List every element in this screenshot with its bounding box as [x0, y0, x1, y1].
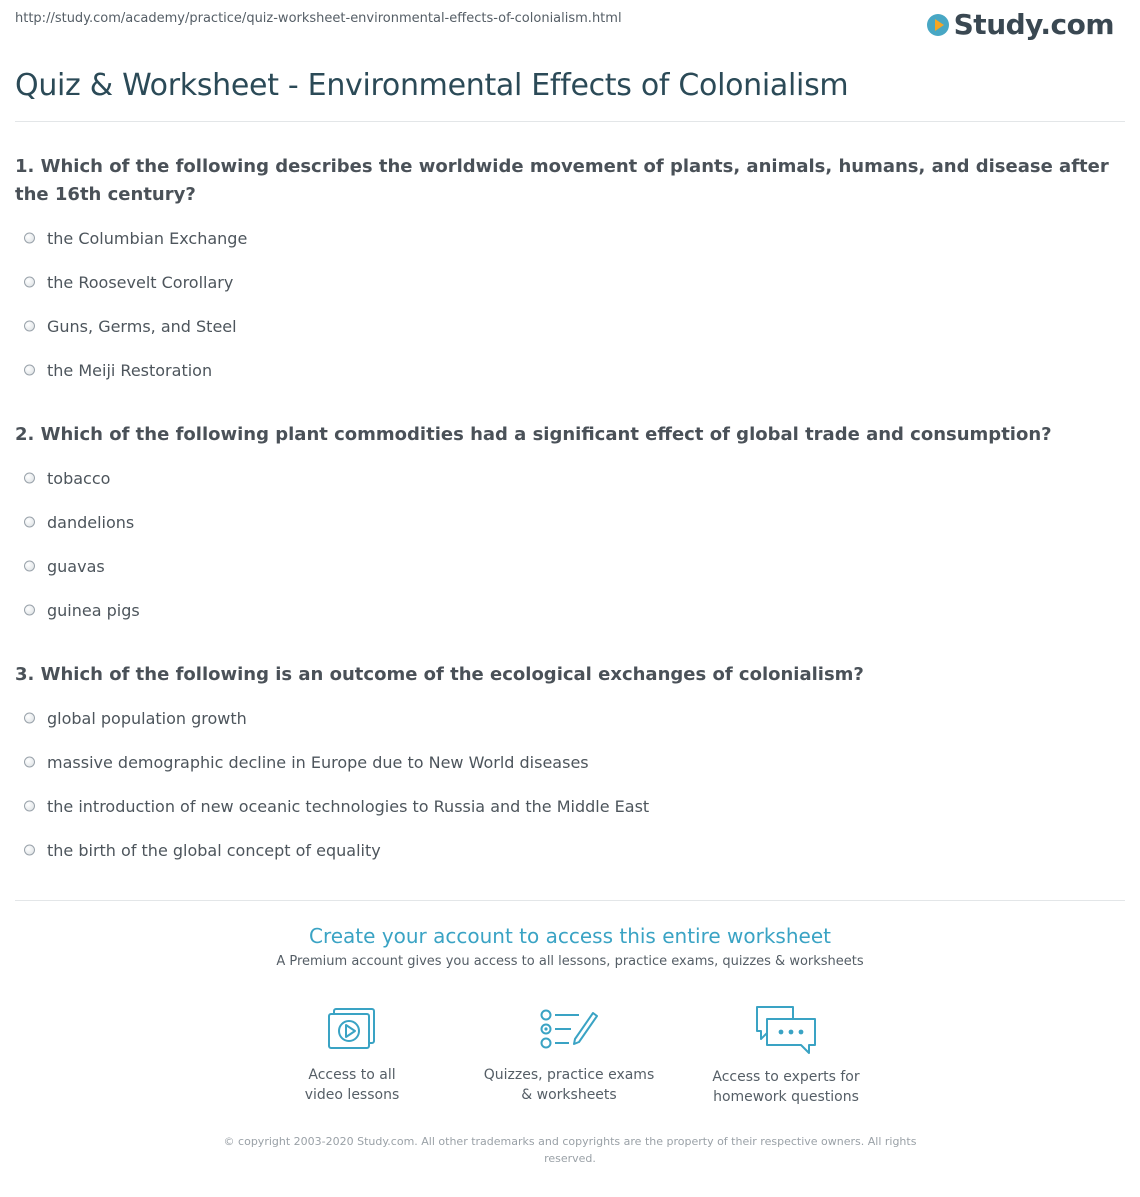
cta-subtitle: A Premium account gives you access to all lessons, practice exams, quizzes & worksheets — [276, 954, 864, 969]
answer-option[interactable] — [15, 456, 1115, 500]
answer-option[interactable] — [15, 500, 1115, 544]
answer-option[interactable] — [15, 696, 1115, 740]
answer-label: the Columbian Exchange — [47, 228, 248, 248]
answer-option[interactable] — [15, 828, 1115, 872]
answer-options — [15, 216, 1115, 392]
page-url: http://study.com/academy/practice/quiz-worksheet-environmental-effects-of-colonialism.html — [15, 11, 622, 26]
feature-label-line: homework questions — [713, 1089, 859, 1105]
copyright-notice: © copyright 2003-2020 Study.com. All other trademarks and copyrights are the property of their respective owners. All rights reserved. — [223, 1135, 917, 1165]
question-1 — [15, 153, 1115, 392]
title-divider — [15, 121, 1125, 122]
answer-option[interactable] — [15, 544, 1115, 588]
logo-text: Study.com — [953, 8, 1114, 41]
answer-options — [15, 696, 1115, 872]
answer-label: dandelions — [47, 512, 135, 532]
feature-video-lessons — [252, 1005, 452, 1105]
answer-option[interactable] — [15, 216, 1115, 260]
feature-label-line: video lessons — [304, 1087, 400, 1103]
feature-label-line: Quizzes, practice exams — [483, 1067, 655, 1083]
feature-label-line: & worksheets — [521, 1087, 617, 1103]
answer-label: global population growth — [47, 708, 247, 728]
feature-experts — [686, 1005, 886, 1107]
answer-option[interactable] — [15, 588, 1115, 632]
answer-option[interactable] — [15, 304, 1115, 348]
chat-bubbles-icon — [753, 1005, 819, 1055]
study-logo[interactable] — [927, 8, 1114, 41]
feature-label — [469, 1065, 669, 1105]
answer-label: guavas — [47, 556, 105, 576]
radio-button[interactable] — [24, 321, 35, 332]
radio-button[interactable] — [24, 801, 35, 812]
radio-button[interactable] — [24, 517, 35, 528]
answer-option[interactable] — [15, 784, 1115, 828]
question-text: 3. Which of the following is an outcome of the ecological exchanges of colonialism? — [15, 664, 864, 685]
answer-option[interactable] — [15, 348, 1115, 392]
answer-label: tobacco — [47, 468, 111, 488]
radio-button[interactable] — [24, 845, 35, 856]
feature-label — [686, 1067, 886, 1107]
radio-button[interactable] — [24, 713, 35, 724]
radio-button[interactable] — [24, 277, 35, 288]
radio-button[interactable] — [24, 605, 35, 616]
video-lessons-icon — [324, 1005, 380, 1053]
radio-button[interactable] — [24, 365, 35, 376]
radio-button[interactable] — [24, 233, 35, 244]
answer-label: massive demographic decline in Europe due to New World diseases — [47, 752, 589, 772]
answer-option[interactable] — [15, 260, 1115, 304]
answer-label: guinea pigs — [47, 600, 140, 620]
answer-label: the birth of the global concept of equality — [47, 840, 381, 860]
cta-divider — [15, 900, 1125, 901]
signup-cta — [0, 924, 1140, 969]
play-logo-icon — [927, 14, 949, 36]
answer-label: the Roosevelt Corollary — [47, 272, 234, 292]
answer-label: Guns, Germs, and Steel — [47, 316, 237, 336]
radio-button[interactable] — [24, 757, 35, 768]
feature-label-line: Access to all — [308, 1067, 396, 1083]
quiz-checklist-icon — [539, 1005, 599, 1053]
answer-option[interactable] — [15, 740, 1115, 784]
feature-label-line: Access to experts for — [712, 1069, 860, 1085]
answer-label: the Meiji Restoration — [47, 360, 213, 380]
answer-options — [15, 456, 1115, 632]
feature-quizzes — [469, 1005, 669, 1105]
cta-title-link[interactable]: Create your account to access this entire worksheet — [309, 924, 831, 948]
radio-button[interactable] — [24, 561, 35, 572]
question-3 — [15, 661, 1115, 872]
question-2 — [15, 421, 1115, 632]
answer-label: the introduction of new oceanic technologies to Russia and the Middle East — [47, 796, 650, 816]
page-title: Quiz & Worksheet - Environmental Effects of Colonialism — [15, 68, 849, 103]
question-text: 2. Which of the following plant commodities had a significant effect of global trade and consumption? — [15, 424, 1052, 445]
radio-button[interactable] — [24, 473, 35, 484]
feature-label — [252, 1065, 452, 1105]
question-text: 1. Which of the following describes the worldwide movement of plants, animals, humans, and disease after the 16th century? — [15, 156, 1109, 205]
